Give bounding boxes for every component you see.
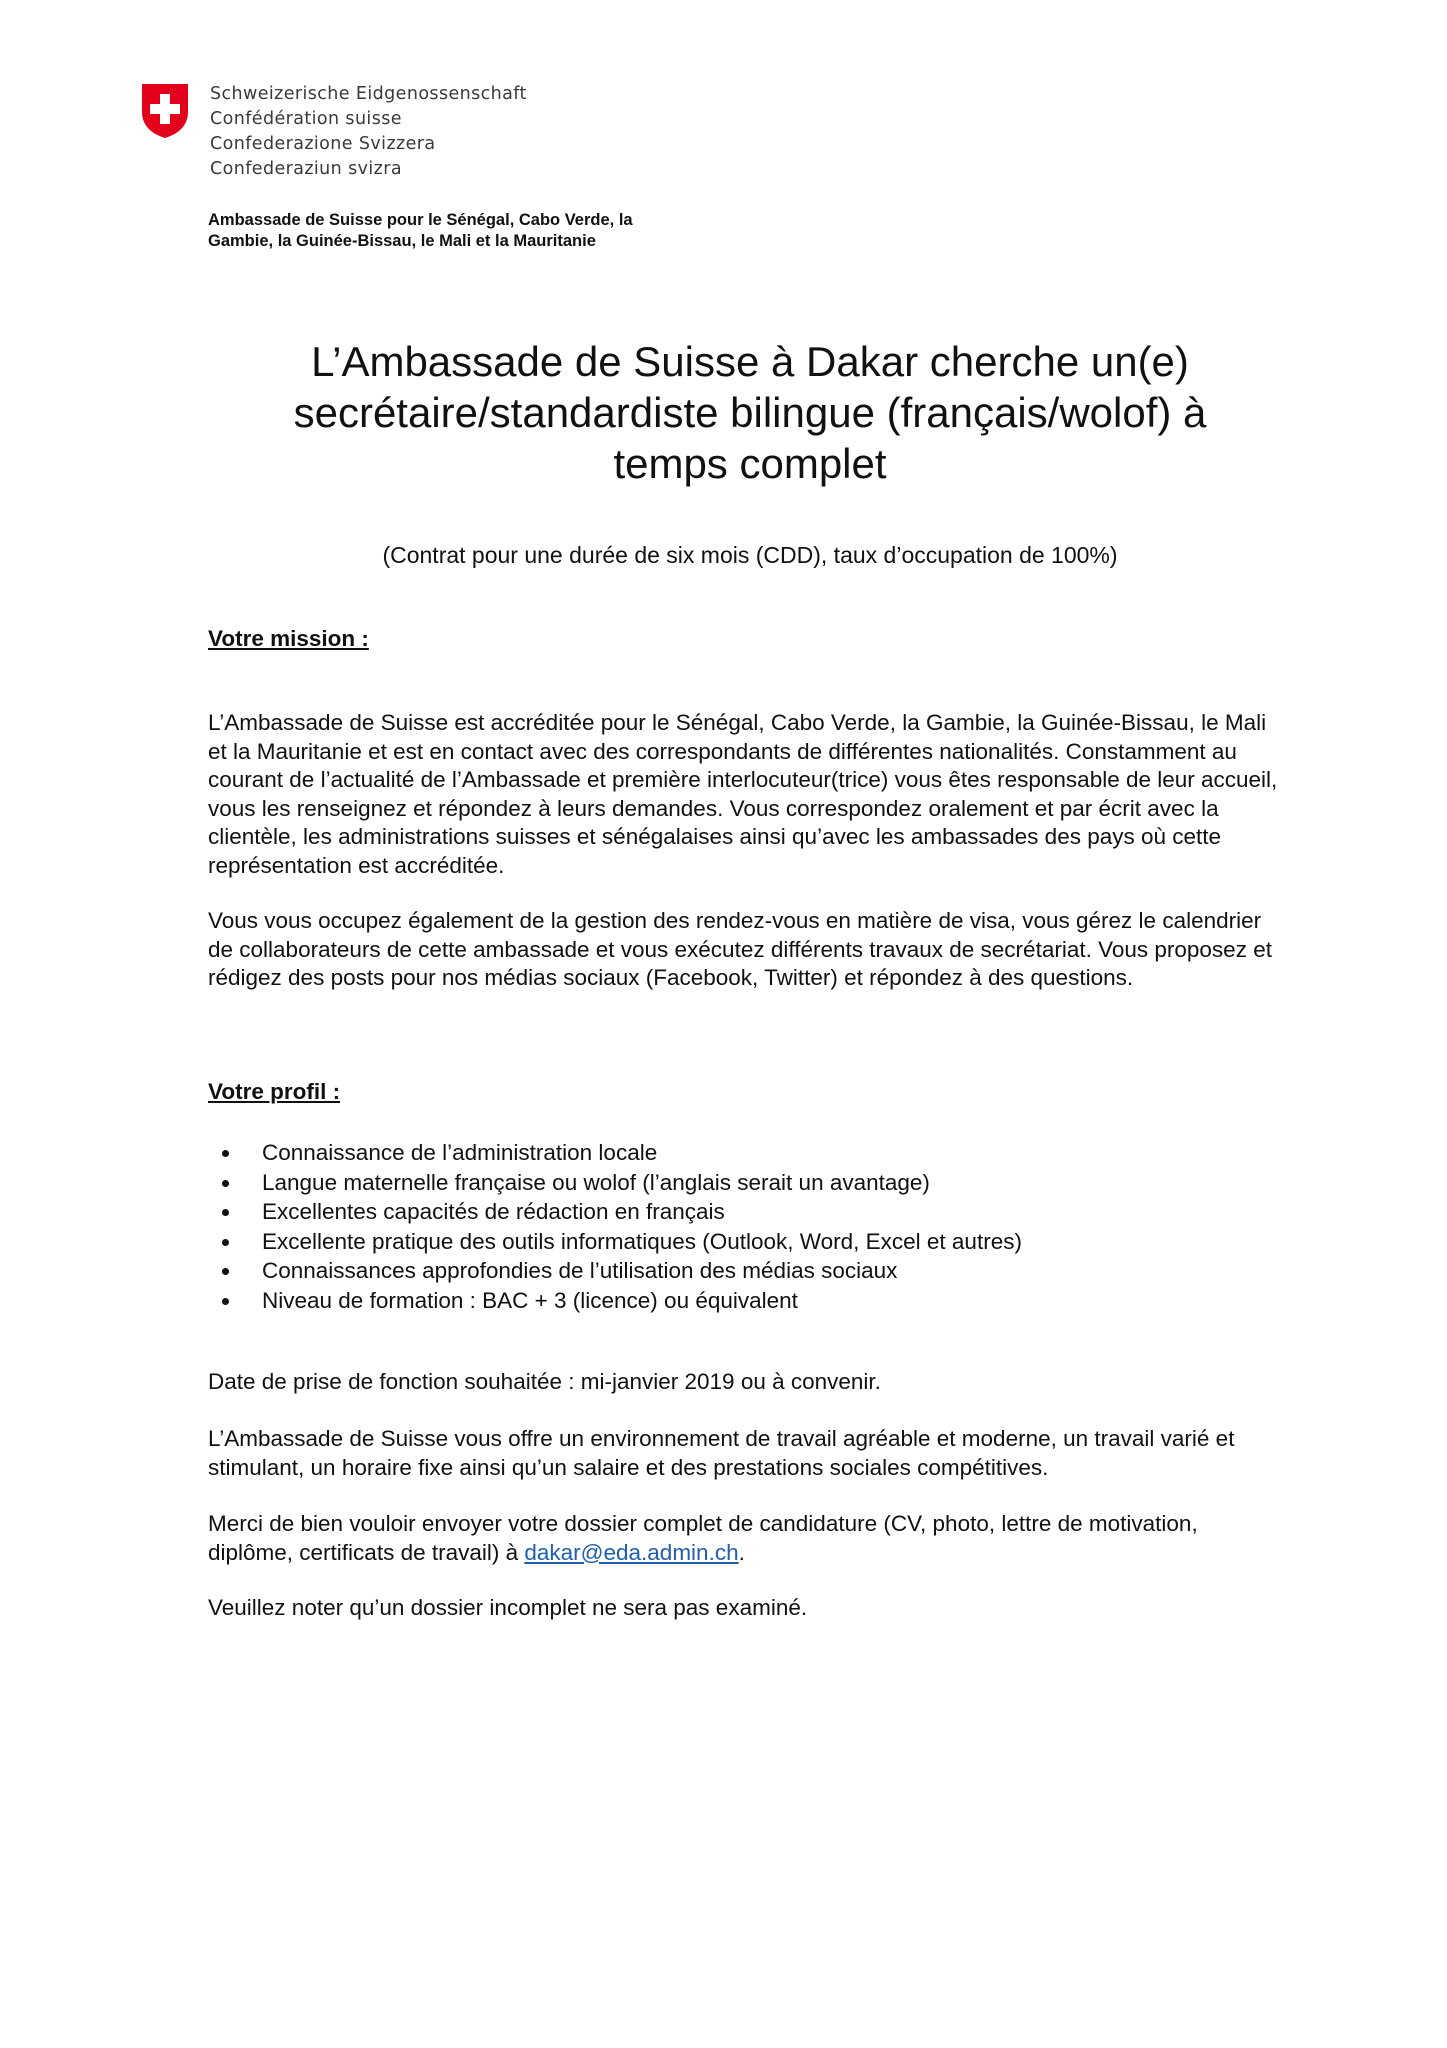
title-line1: L’Ambassade de Suisse à Dakar cherche un(e) <box>311 338 1189 385</box>
bullet-icon <box>222 1298 229 1305</box>
list-item <box>208 1256 1288 1286</box>
title-line2: secrétaire/standardiste bilingue (français/wolof) à <box>293 389 1207 436</box>
confederation-name-it: Confederazione Svizzera <box>210 134 436 154</box>
embassy-name <box>208 210 728 252</box>
note-paragraph: Veuillez noter qu’un dossier incomplet ne sera pas examiné. <box>208 1595 808 1620</box>
apply-end: . <box>738 1539 745 1565</box>
mission-paragraph-2: Vous vous occupez également de la gestion des rendez-vous en matière de visa, vous gérez le calendrier de collaborateurs de cette ambassade et vous exécutez différents travaux de secrétariat. Vous proposez et rédigez des posts pour nos médias sociaux (Facebook, Twitter) et répondez à des questions. <box>208 908 1272 990</box>
confederation-name-rm: Confederaziun svizra <box>210 159 402 179</box>
offer-paragraph: L’Ambassade de Suisse vous offre un environnement de travail agréable et moderne, un travail varié et stimulant, un horaire fixe ainsi qu’un salaire et des prestations sociales compétitives. <box>208 1426 1235 1480</box>
start-date: Date de prise de fonction souhaitée : mi-janvier 2019 ou à convenir. <box>208 1369 881 1394</box>
list-item-text: Connaissance de l’administration locale <box>262 1140 658 1165</box>
list-item <box>208 1286 1288 1316</box>
contract-subtitle: (Contrat pour une durée de six mois (CDD), taux d’occupation de 100%) <box>382 542 1118 568</box>
mission-heading: Votre mission : <box>208 626 369 651</box>
apply-paragraph <box>208 1510 1288 1567</box>
page-title <box>200 336 1300 489</box>
mission-paragraph-1: L’Ambassade de Suisse est accréditée pour le Sénégal, Cabo Verde, la Gambie, la Guinée-Bissau, le Mali et la Mauritanie et est en contact avec des correspondants de différentes nationalités. Constamment au courant de l’actualité de l’Ambassade et première interlocuteur(trice) vous êtes responsable de leur accueil, vous les renseignez et répondez à leurs demandes. Vous correspondez oralement et par écrit avec la clientèle, les administrations suisses et sénégalaises ainsi qu’avec les ambassades des pays où cette représentation est accréditée. <box>208 710 1278 878</box>
profile-heading: Votre profil : <box>208 1079 341 1104</box>
list-item <box>208 1227 1288 1257</box>
bullet-icon <box>222 1239 229 1246</box>
title-line3: temps complet <box>613 440 887 487</box>
embassy-name-line1: Ambassade de Suisse pour le Sénégal, Cabo Verde, la <box>208 211 633 229</box>
list-item <box>208 1197 1288 1227</box>
embassy-name-line2: Gambie, la Guinée-Bissau, le Mali et la Mauritanie <box>208 232 596 250</box>
list-item-text: Excellente pratique des outils informatiques (Outlook, Word, Excel et autres) <box>262 1228 1022 1254</box>
apply-text: Merci de bien vouloir envoyer votre dossier complet de candidature (CV, photo, lettre de motivation, diplôme, certificats de travail) à <box>208 1511 1198 1565</box>
list-item-text: Connaissances approfondies de l’utilisation des médias sociaux <box>262 1258 898 1283</box>
list-item <box>208 1138 1288 1168</box>
confederation-names <box>210 82 527 182</box>
email-link[interactable]: dakar@eda.admin.ch <box>524 1539 739 1565</box>
list-item-text: Niveau de formation : BAC + 3 (licence) ou équivalent <box>262 1287 798 1313</box>
profile-list <box>208 1138 1288 1315</box>
list-item-text: Langue maternelle française ou wolof (l’anglais serait un avantage) <box>262 1169 930 1195</box>
list-item <box>208 1168 1288 1198</box>
bullet-icon <box>222 1268 229 1275</box>
confederation-name-de: Schweizerische Eidgenossenschaft <box>210 84 527 104</box>
swiss-cross-shield-icon <box>140 82 190 140</box>
confederation-name-fr: Confédération suisse <box>210 109 402 129</box>
list-item-text: Excellentes capacités de rédaction en français <box>262 1199 725 1224</box>
bullet-icon <box>222 1150 229 1157</box>
bullet-icon <box>222 1209 229 1216</box>
bullet-icon <box>222 1180 229 1187</box>
